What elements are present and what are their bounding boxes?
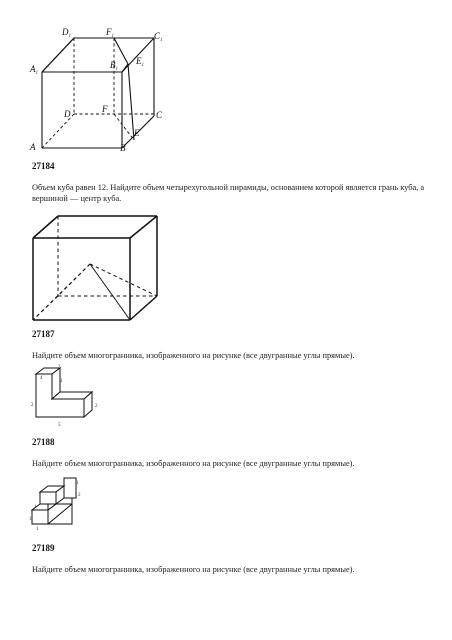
label-c: C <box>156 110 163 120</box>
dim-label: 5 <box>58 423 61 428</box>
label-b: B <box>120 143 126 153</box>
dim-label: 1 <box>29 517 32 522</box>
dim-label: 2 <box>58 365 61 370</box>
label-f1: $F_1$ <box>106 27 114 39</box>
dim-label: 1 <box>76 481 79 486</box>
label-e1: $E_1$ <box>136 56 144 68</box>
problem-number: 27187 <box>32 329 55 339</box>
step-polyhedron-figure <box>28 474 88 532</box>
dim-label: 1 <box>60 379 63 384</box>
problem-text: Найдите объем многогранника, изображенного на рисунке (все двугранные углы прямые). <box>32 565 355 574</box>
cube-pyramid-figure <box>30 212 162 324</box>
problem-number: 27189 <box>32 543 55 553</box>
label-d: D <box>64 109 71 119</box>
dim-label: 4 <box>40 376 43 381</box>
label-c1: $C_1$ <box>154 31 163 43</box>
problem-number: 27184 <box>32 161 55 171</box>
dim-label: 1 <box>34 505 37 510</box>
l-polyhedron-figure <box>28 364 108 432</box>
label-b1: $B_1$ <box>110 60 118 72</box>
label-a: A <box>30 142 36 152</box>
dim-label: 2 <box>95 404 98 409</box>
problem-text: Объем куба равен 12. Найдите объем четырехугольной пирамиды, основанием которой является грань куба, а вершиной — центр куба. <box>32 183 425 203</box>
problem-text: Найдите объем многогранника, изображенного на рисунке (все двугранные углы прямые). <box>32 351 355 360</box>
label-e: E <box>134 128 140 138</box>
prism-figure <box>28 24 178 154</box>
problem-text: Найдите объем многогранника, изображенного на рисунке (все двугранные углы прямые). <box>32 459 355 468</box>
label-a1: $A_1$ <box>30 64 38 76</box>
label-f: F <box>102 104 108 114</box>
label-d1: $D_1$ <box>62 27 71 39</box>
problem-number: 27188 <box>32 437 55 447</box>
dim-label: 2 <box>78 493 81 498</box>
dim-label: 1 <box>36 527 39 532</box>
dim-label: 2 <box>31 403 34 408</box>
